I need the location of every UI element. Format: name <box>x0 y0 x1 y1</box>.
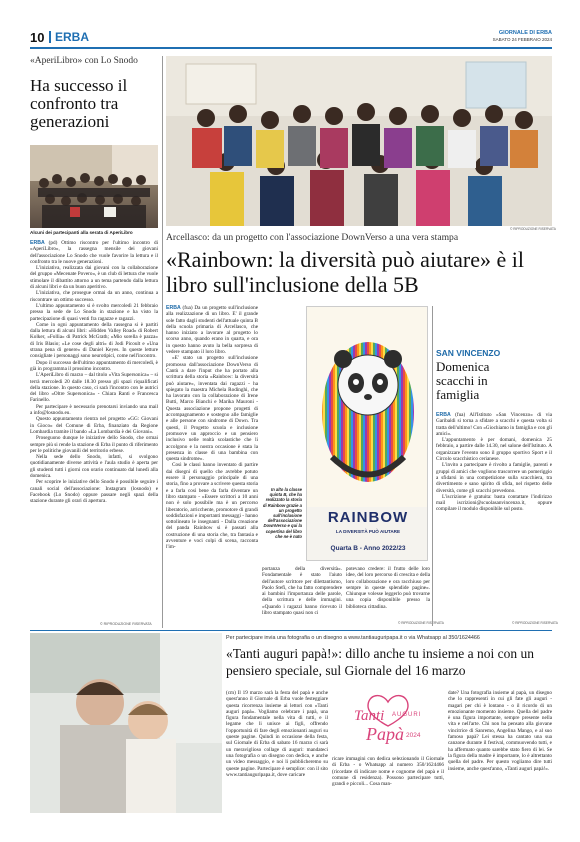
main-column-1 <box>166 305 258 627</box>
left-paragraph: Questo appuntamento rientra nel progetto «GG: Giovani in Gioco» del Comune di Erba, finanziato da Regione Lombardia tramite il bando «La Lombardia è dei Giovani». <box>30 416 158 435</box>
main-paragraph: Da un progetto sull'inclusione alla realizzazione di un libro. E' il grande sole fatto dagli studenti dell'attuale quinta B della scuola primaria di Arcellasco, che hanno iniziato a lavorare al progetto lo scorso anno, quando erano in quarta, e ora in questo hanno avuto la bella sorpresa di vedere stampato il loro libro. <box>166 305 258 356</box>
left-paragraph: Nella sede dello Snodo, infatti, si svolgono quotidianamente diverse attività e l'aula studio è aperta per gli studenti tutti i giorni con orario continuato dal lunedì alla domenica. <box>30 454 158 479</box>
logo-tanti: Tanti <box>354 708 385 724</box>
book-footer: Quarta B - Anno 2022/23 <box>330 545 406 552</box>
left-photo-caption: Alcuni dei partecipanti alla serata di AperiLibro <box>30 230 133 235</box>
bottom-paragraph: date? Una fotografia insieme al papà, un disegno che lo rappresenti in cui gli fate gli auguri - magari per chi è lontano - o il ricordo di un emozionante momento insieme. Quella del padre è una figura importante, sempre presente nella vita e nell'arte. Chi non ha pensato alla giovane vincitrice di Sanremo, Angelina Mango, e al suo famoso papà? Lei stessa ha cantato una sua canzone durante il festival, commuovendo tutti, e ha affermato quanto sarebbe stato fiero di lei. Se la figura della madre è importante, lo è altrettanto quella del padre. Per questo vogliamo dire tutti insieme, anche quest'anno, «Tanti auguri papà!». <box>448 690 552 772</box>
left-paragraph: Dopo il successo dell'ultimo appuntamento di mercoledì, è già in programma il prossimo incontro. <box>30 359 158 372</box>
left-paragraph: L'iniziativa, che prosegue ormai da un anno, continua a riscontrare un ottimo successo. <box>30 290 158 303</box>
left-paragraph: Come in ogni appuntamento della rassegna si è partiti dalla lettura di alcuni libri: «Hidden Valley Road» di Robert Kolker, «Follia» di Patrick McGrath; «Mio sorella è pazza» di Iris Blasio; «Le cose degli altri» di Jodi Picoult e «Una strana pena di genere» di Daniel Keyes. In queste letture consigliate i personaggi sono neurotipici, come nell'incontro. <box>30 321 158 360</box>
left-paragraph: L'AperiLibro di marzo – dal titolo «Vita Supersonica» – si terrà mercoledì 20 dalle 18.30 presso gli spazi riqualificati della stazione. In questo caso, ci sarà l'incontro con le autrici del libro «Oltre Supersonica» - Chiara Ranti e Francesca Farinello. <box>30 372 158 404</box>
book-caption: In alto la classe quinta B, che ha realizzato la storia di Rainbow grazie a un progetto sull'inclusione dell'associazione DownVerso e qui la copertina del libro che ne è nato <box>262 487 302 539</box>
left-paragraph: Proseguono dunque le iniziative dello Snodo, che ormai sempre più si rende la stazione di Erba il punto di riferimento per le politiche giovanili del territorio erbese. <box>30 435 158 454</box>
header-divider <box>49 31 51 43</box>
left-paragraph: Per partecipare è necessario prenotarsi inviando una mail a info@losnodo.eu. <box>30 403 158 417</box>
main-kicker: Arcellasco: da un progetto con l'associazione DownVerso a una vera stampa <box>166 232 459 243</box>
bottom-column-1 <box>226 690 328 812</box>
left-credit: © RIPRODUZIONE RISERVATA <box>100 622 152 626</box>
side-article <box>436 348 552 626</box>
side-byline-extra: (fua) <box>455 412 466 418</box>
left-body <box>30 240 158 504</box>
bottom-strap: Per partecipare invia una fotografia o un disegno a www.tantiauguripapa.it o via Whatsapp al 350/1624466 <box>226 635 480 641</box>
side-credit: © RIPRODUZIONE RISERVATA <box>512 621 558 625</box>
logo-papa: Papà <box>366 724 404 744</box>
rainbow-panda-illustration <box>307 307 428 507</box>
left-byline-extra: (pd) <box>48 240 58 246</box>
side-divider <box>432 306 433 626</box>
left-paragraph: Ottimo riscontro per l'ultimo incontro di «AperiLibro», la rassegna mensile dei giovani dell'associazione Lo Snodo che vuole favorire la lettura e il confronto tra le nuove generazioni. <box>30 240 159 265</box>
left-paragraph: L'ultimo appuntamento si è svolto mercoledì 21 febbraio presso la sede de Lo Snodo in stazione e ha visto la partecipazione di quasi venti fra ragazze e ragazzi. <box>30 302 158 322</box>
main-paragraph: potevano credere: il frutto delle loro idee, del loro percorso di crescita e della loro collaborazione e ora racchiuso per sempre in queste splendide pagine». Chiunque volesse leggerlo può trovarne una copia disponibile presso la biblioteca cittadina. <box>346 566 430 610</box>
left-photo <box>30 145 158 228</box>
bottom-rule <box>30 630 552 631</box>
main-headline: «Rainbown: la diversità può aiutare» è il libro sull'inclusione della 5B <box>166 247 525 297</box>
side-paragraph: All'Istituto «San Vincenzo» di via Garibaldi si torna a sfidare a scacchi e questa volta si tratta dell'ultimo! Con «Giochiamo in famiglia e con gli amici». <box>436 412 553 437</box>
side-byline: ERBA <box>436 412 451 418</box>
main-byline-extra: (fua) <box>182 305 193 311</box>
side-headline: Domenica scacchi in famiglia <box>436 359 490 402</box>
left-article <box>30 56 158 626</box>
main-column-3 <box>346 566 430 620</box>
header-rule <box>30 47 552 49</box>
side-paragraph: L'iscrizione è gratuita: basta contattare l'indirizzo mail iscrizioni@scuolasanvincenzo.it, oppure compilare il modulo disponibile sul posto. <box>436 493 552 513</box>
main-paragraph: portanza della diversità». Fondamentale è stato l'aiuto dell'autore scrittore per dilettantismo, Paolo Stefi, che ha fatto comprendere ai bambini l'importanza delle parole, della scrittura e delle immagini. «Quando i ragazzi hanno ricevuto il libro stampato quasi non ci <box>262 566 342 617</box>
paper-name: GIORNALE DI ERBA <box>498 30 552 36</box>
book-title: RAINBOW <box>327 509 409 526</box>
side-paragraph: L'invito a partecipare è rivolto a famiglie, parenti e gruppi di amici che vogliono trascorrere un pomeriggio a sfidarsi in una competizione sulla scacchiera, tra divertimento e sano spirito di sfida, nel rispetto delle diversità, come gli scacchi prevedono. <box>436 462 552 494</box>
side-body <box>436 412 552 513</box>
column-divider <box>162 56 163 628</box>
main-paragraph: Così le classi hanno inventato di partire dai disegni di quello che avrebbe potuto essere il personaggio principale di una storia, fino a provare a scrivere questa storia e a farla così bene da farla diventare un libro stampato - «Essere scrittori a 10 anni non è solo possibile ma è un percorso liberatorio, arricchente, promotore di grandi soddisfazioni e importanti messaggi - hanno sottolineato le insegnanti - Dalla creazione del panda Rainbow si è passati alla costruzione di una storia che, tra fantasia e avventure e voci colpi di scena, racconta l'im- <box>166 462 258 551</box>
class-photo-credit: © RIPRODUZIONE RISERVATA <box>510 227 556 231</box>
left-headline: Ha successo il confronto tra generazioni <box>30 76 128 131</box>
book-subtitle: LA DIVERSITÀ PUÒ AIUTARE <box>335 529 401 534</box>
father-child-photo <box>30 633 222 813</box>
bottom-paragraph: (cm) Il 19 marzo sarà la festa del papà e anche quest'anno il Giornale di Erba vuole festeggiare questa ricorrenza insieme ai lettori con «Tanti auguri papà». Vogliamo celebrare i papà, una figura fondamentale nella vita di tutti, e il legame che li unisce ai figli, offrendo l'opportunità di fare degli emozionanti auguri su queste pagine. Quindi in occasione della festa, sul Giornale di Erba di sabato 16 marzo ci sarà un meraviglioso collage di auguri: mandateci una fotografia o un disegno con dedica, e anche un video messaggio, e noi li pubblicheremo su queste pagine. Partecipare è semplice: con il sito www.tantiauguripapa.it, dove caricare <box>226 690 328 778</box>
issue-date: SABATO 24 FEBBRAIO 2024 <box>492 37 552 42</box>
side-kicker: SAN VINCENZO <box>436 348 501 358</box>
class-group-photo <box>166 56 552 226</box>
logo-year: 2024 <box>406 732 421 739</box>
tanti-auguri-logo <box>332 690 444 752</box>
side-paragraph: L'appuntamento è per domani, domenica 25 febbraio, a partire dalle 14.30, nel salone dell'Istituto. A organizzare l'evento sono il gruppo sportivo Sport e il Circolo scacchistico cerianese. <box>436 437 552 463</box>
left-kicker: «AperiLibro» con Lo Snodo <box>30 56 138 66</box>
page-header <box>30 30 552 48</box>
main-credit: © RIPRODUZIONE RISERVATA <box>398 621 444 625</box>
father-child-image <box>30 633 222 813</box>
group-photo <box>30 145 158 228</box>
section-name: ERBA <box>55 30 90 44</box>
page-number: 10 <box>30 30 45 45</box>
main-byline: ERBA <box>166 305 181 311</box>
main-paragraph: «E' stato un progetto sull'inclusione promosso dall'associazione DownVerso di Cantù a dare l'input che ha portato alla scrittura della storia «Rainbow: la diversità può aiutare», inventata dai ragazzi - ha spiegato la maestra Michela Rodinghi, che ha lavorato con la collaborazione di Irene Butti, Marco Bianchi e Marika Mauroni - Questa associazione propone progetti di accompagnamento e sostegno alle famiglie e alle persone con sindrome di Down. Tra questi, il Progetto scuola e inclusione promuove un approccio e un pensiero inclusivo nelle realtà scolastiche che li accolgono e la nostra occasione è stata la presenza in classe di una bambina con questa sindrome». <box>166 355 258 463</box>
logo-auguri: AUGURI <box>392 712 422 718</box>
bottom-headline: «Tanti auguri papà!»: dillo anche tu insieme a noi con un pensiero speciale, sul Giornale del 16 marzo <box>226 646 534 678</box>
left-paragraph: Per scoprire le iniziative dello Snodo è possibile seguire i canali social dell'associazione: Instagram (losnodo) e Facebook (Lo Snodo) oppure passare negli spazi della stazione durante gli orari di apertura. <box>30 479 158 505</box>
book-cover <box>306 306 428 561</box>
main-column-2 <box>262 566 342 626</box>
bottom-column-2 <box>332 756 444 812</box>
bottom-paragraph: ricare immagini con dedica selezionando il Giornale di Erba - o Whatsapp al numero 350/1624466 (ricordate di indicare nome e cognome del papà e il comune di residenza). Possono partecipare tutti, grandi e piccoli... Cosa man- <box>332 756 444 788</box>
bottom-column-3 <box>448 690 552 812</box>
class-photo <box>166 56 552 226</box>
left-byline: ERBA <box>30 240 45 246</box>
left-paragraph: L'iniziativa, realizzata dai giovani con la collaborazione del gruppo «Mecenate Povero», è un club di lettura che vuole stimolare il dibattito attorno a un tema partendo dalla lettura di alcuni libri e da un buon aperitivo. <box>30 265 158 291</box>
